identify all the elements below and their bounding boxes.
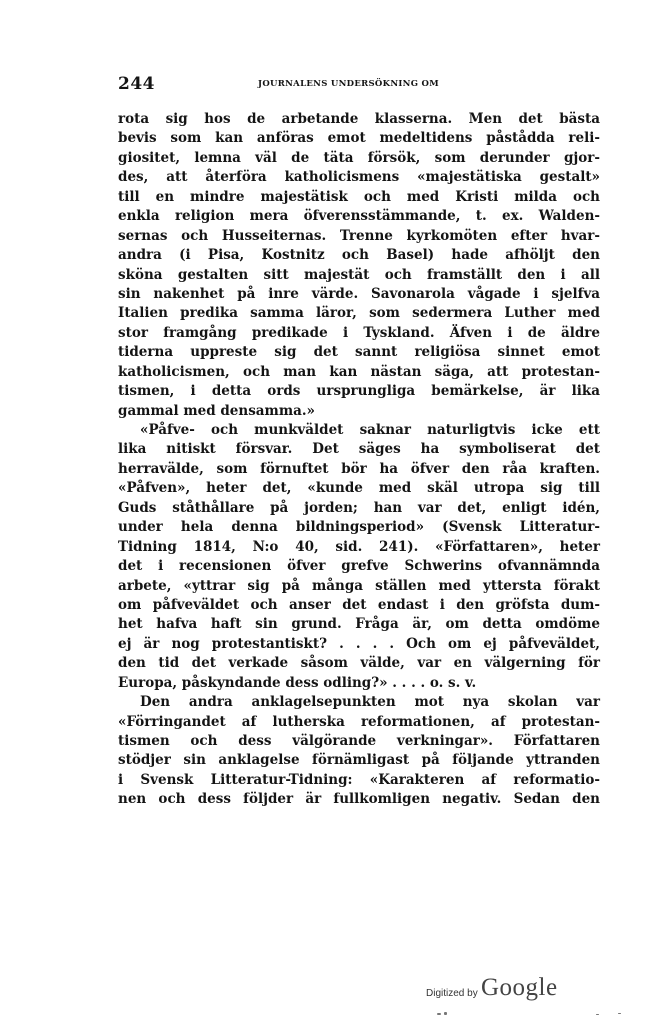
text-line: Den andra anklagelsepunkten mot nya skolan var — [140, 694, 600, 711]
text-line: andra (i Pisa, Kostnitz och Basel) hade afhöljt den — [118, 247, 600, 264]
text-line: des, att återföra katholicismens «majestätiska gestalt» — [118, 169, 600, 186]
text-line: rota sig hos de arbetande klasserna. Men det bästa — [118, 111, 600, 127]
text-line: tismen och dess välgörande verkningar». Författaren — [118, 733, 600, 749]
page-header — [118, 74, 598, 98]
text-line: «Förringandet af lutherska reformationen, af protestan- — [118, 713, 600, 730]
text-line: under hela denna bildningsperiod» (Svensk Litteratur- — [118, 519, 600, 536]
text-line: om påfveväldet och anser det endast i den gröfsta dum- — [118, 596, 600, 613]
text-line: till en mindre majestätisk och med Kristi milda och — [118, 188, 600, 205]
text-line: bevis som kan anföras emot medeltidens påstådda reli- — [118, 130, 600, 147]
text-line: tiderna uppreste sig det sannt religiösa sinnet emot — [118, 344, 600, 361]
text-line: «Påfve- och munkväldet saknar naturligtvis icke ett — [140, 422, 600, 438]
text-line: gammal med densamma.» — [118, 402, 315, 419]
text-line: Tidning 1814, N:o 40, sid. 241). «Författaren», heter — [118, 538, 600, 555]
digitized-by-label: Digitized by — [426, 988, 478, 999]
text-line: «Påfven», heter det, «kunde med skäl utropa sig till — [118, 480, 600, 497]
text-line: Italien predika samma läror, som sedermera Luther med — [118, 305, 600, 322]
google-logo: Google — [481, 974, 558, 1001]
text-line: Guds ståthållare på jorden; han var det, enligt idén, — [118, 499, 600, 516]
scan-speck — [618, 1013, 621, 1014]
text-line: i Svensk Litteratur-Tidning: «Karakteren af reformatio- — [118, 771, 600, 788]
text-line: herravälde, som förnuftet bör ha öfver den råa kraften. — [118, 460, 600, 477]
text-line: enkla religion mera öfverensstämmande, t. ex. Walden- — [118, 208, 600, 225]
text-line: sernas och Husseiternas. Trenne kyrkomöten efter hvar- — [118, 227, 600, 244]
text-line: det i recensionen öfver grefve Schwerins ofvannämnda — [118, 558, 600, 575]
text-line: ej är nog protestantiskt? . . . . Och om ej påfveväldet, — [118, 635, 600, 652]
page-number: 244 — [118, 74, 155, 94]
text-line: arbete, «yttrar sig på många ställen med yttersta förakt — [118, 577, 600, 594]
text-line: sin nakenhet på inre värde. Savonarola vågade i sjelfva — [118, 285, 600, 302]
scan-speck — [596, 1014, 599, 1015]
text-line: giositet, lemna väl de täta försök, som derunder gjor- — [118, 149, 600, 166]
text-line: lika nitiskt försvar. Det säges ha symboliserat det — [118, 441, 600, 458]
text-line: stödjer sin anklagelse förnämligast på följande yttranden — [118, 752, 600, 769]
text-line: nen och dess följder är fullkomligen negativ. Sedan den — [118, 791, 600, 808]
running-head: JOURNALENS UNDERSÖKNING OM — [258, 79, 439, 89]
scan-speck — [437, 1013, 441, 1015]
text-line: Europa, påskyndande dess odling?» . . . . o. s. v. — [118, 674, 477, 691]
text-line: sköna gestalten sitt majestät och framställt den i all — [118, 266, 600, 283]
text-line: het hafva haft sin grund. Fråga är, om detta omdöme — [118, 616, 600, 633]
text-line: tismen, i detta ords ursprungliga bemärkelse, är lika — [118, 383, 600, 400]
body-text — [118, 110, 600, 810]
digitized-watermark — [426, 974, 606, 1008]
text-line: katholicismen, och man kan nästan säga, att protestan- — [118, 363, 600, 380]
text-line: den tid det verkade såsom välde, var en välgerning för — [118, 655, 600, 672]
text-line: stor framgång predikade i Tyskland. Äfven i de äldre — [118, 324, 600, 341]
scan-speck — [444, 1012, 447, 1015]
